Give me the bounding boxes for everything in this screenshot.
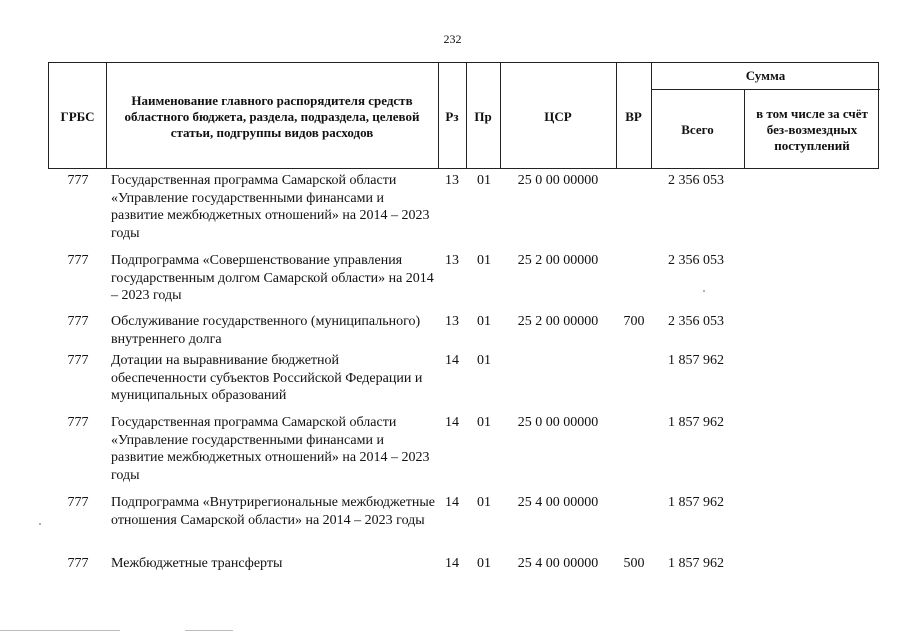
cell-name: Межбюджетные трансферты [111, 556, 283, 571]
cell-csr: 25 0 00 00000 [517, 415, 599, 430]
cell-grbs: 777 [67, 353, 89, 368]
cell-grbs: 777 [67, 556, 89, 571]
cell-csr: 25 2 00 00000 [517, 253, 599, 268]
cell-name: Государственная программа Самарской области «Управление государственными финансами и развитие межбюджетных отношений» на 2014 – 2023 годы [111, 173, 430, 241]
cell-total: 1 857 962 [668, 353, 724, 368]
cell-name: Дотации на выравнивание бюджетной обеспеченности субъектов Российской Федерации и муниципальных образований [111, 353, 423, 403]
cell-grbs: 777 [67, 173, 89, 188]
cell-name: Подпрограмма «Совершенствование управления государственным долгом Самарской области» на 2014 – 2023 годы [111, 253, 434, 303]
cell-total: 1 857 962 [668, 556, 724, 571]
cell-total: 1 857 962 [668, 415, 724, 430]
header-sum: Сумма [745, 68, 786, 83]
table-header [48, 62, 879, 169]
cell-pr: 01 [477, 556, 491, 571]
cell-csr: 25 0 00 00000 [517, 173, 599, 188]
cell-rz: 13 [445, 173, 459, 188]
cell-csr: 25 4 00 00000 [517, 495, 599, 510]
cell-pr: 01 [477, 495, 491, 510]
header-total: Всего [681, 121, 714, 137]
cell-csr: 25 2 00 00000 [517, 314, 599, 329]
cell-rz: 14 [445, 495, 459, 510]
cell-vr: 500 [623, 556, 645, 571]
cell-pr: 01 [477, 253, 491, 268]
header-vr: ВР [625, 108, 642, 124]
scan-speck [703, 290, 705, 292]
header-name: Наименование главного распорядителя средств областного бюджета, раздела, подраздела, целевой статьи, подгруппы видов расходов [124, 92, 420, 140]
cell-total: 2 356 053 [668, 314, 724, 329]
cell-name: Государственная программа Самарской области «Управление государственными финансами и развитие межбюджетных отношений» на 2014 – 2023 годы [111, 415, 430, 483]
scan-artifact [0, 630, 120, 631]
header-incl: в том числе за счёт без-возмездных поступлений [756, 105, 868, 153]
cell-pr: 01 [477, 415, 491, 430]
cell-total: 2 356 053 [668, 253, 724, 268]
header-grbs: ГРБС [60, 108, 95, 124]
column-divider [744, 89, 745, 168]
cell-rz: 14 [445, 353, 459, 368]
scan-artifact [185, 630, 233, 631]
scan-speck [39, 523, 41, 525]
cell-total: 2 356 053 [668, 173, 724, 188]
cell-pr: 01 [477, 353, 491, 368]
cell-grbs: 777 [67, 314, 89, 329]
cell-name: Обслуживание государственного (муниципального) внутреннего долга [111, 314, 421, 347]
cell-rz: 13 [445, 253, 459, 268]
header-pr: Пр [474, 108, 492, 124]
cell-rz: 13 [445, 314, 459, 329]
cell-grbs: 777 [67, 495, 89, 510]
cell-grbs: 777 [67, 253, 89, 268]
cell-rz: 14 [445, 415, 459, 430]
cell-rz: 14 [445, 556, 459, 571]
page-number: 232 [443, 32, 462, 46]
cell-pr: 01 [477, 173, 491, 188]
cell-grbs: 777 [67, 415, 89, 430]
column-divider [106, 63, 107, 168]
cell-name: Подпрограмма «Внутрирегиональные межбюджетные отношения Самарской области» на 2014 – 2023 годы [111, 495, 435, 528]
header-csr: ЦСР [544, 108, 572, 124]
cell-csr: 25 4 00 00000 [517, 556, 599, 571]
cell-total: 1 857 962 [668, 495, 724, 510]
cell-pr: 01 [477, 314, 491, 329]
cell-vr: 700 [623, 314, 645, 329]
header-rz: Рз [445, 108, 459, 124]
